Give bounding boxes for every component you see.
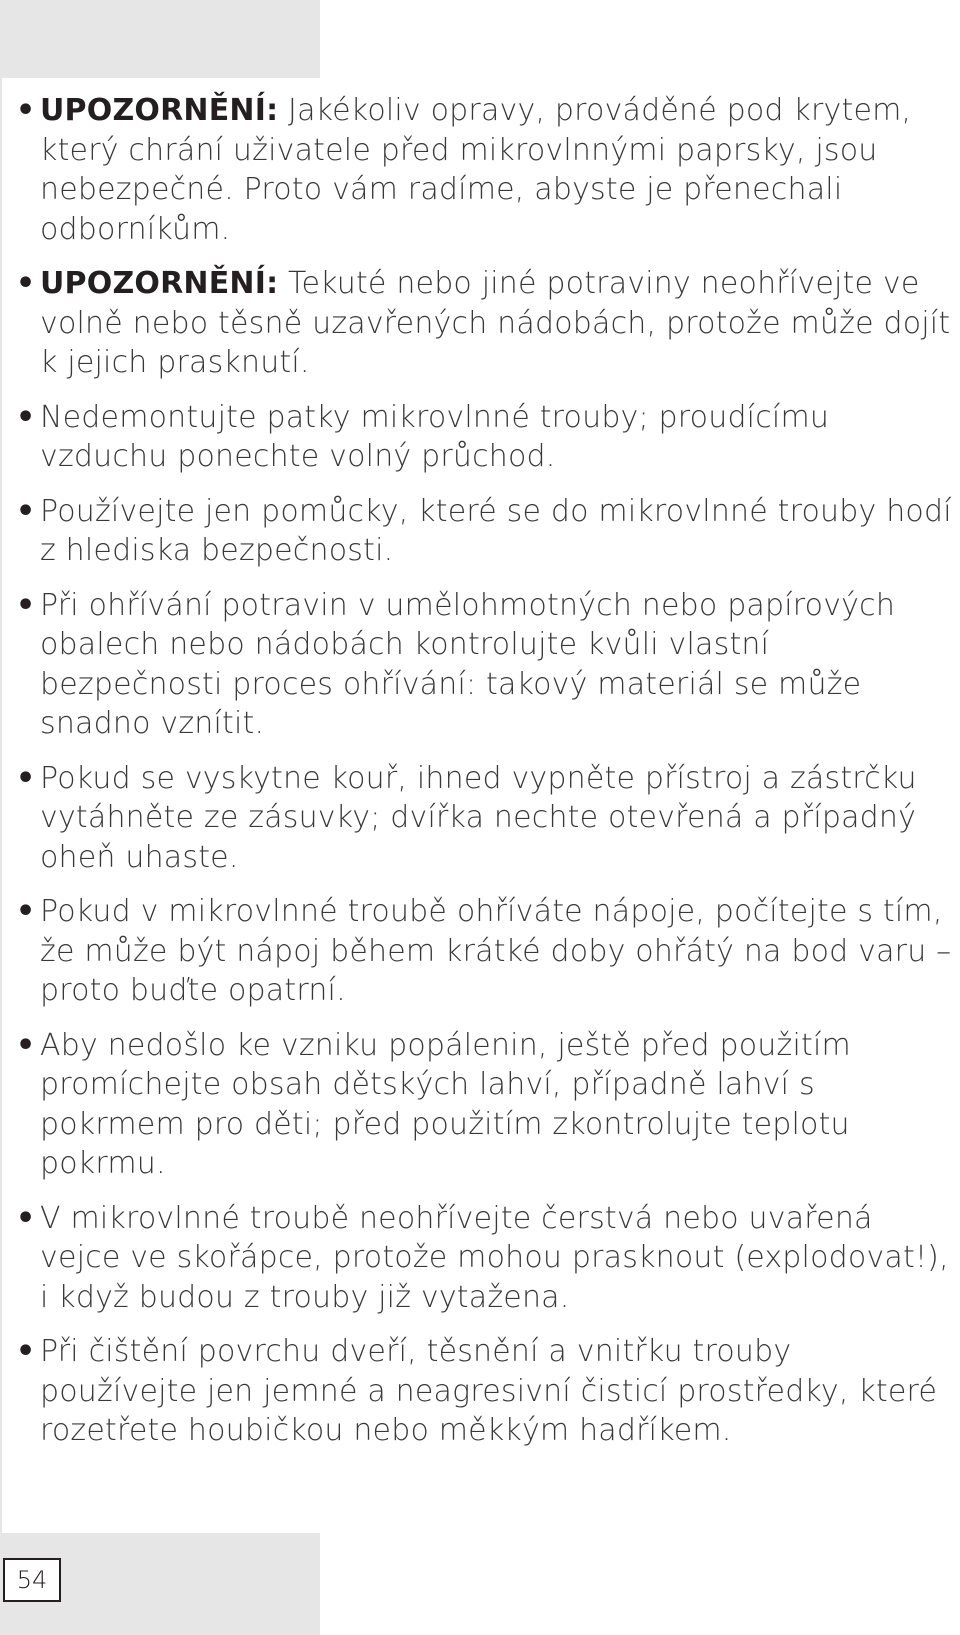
- list-item-text: [40, 264, 960, 383]
- bullet-icon: •: [16, 894, 36, 929]
- list-item: [16, 398, 960, 477]
- safety-instructions-list: [16, 91, 960, 1466]
- item-body: Nedemontujte patky mikrovlnné trouby; proudícímu vzduchu ponechte volný průchod.: [40, 399, 830, 474]
- bullet-icon: •: [16, 1200, 36, 1236]
- bullet-icon: •: [16, 399, 36, 435]
- list-item: [16, 759, 960, 878]
- list-item: [16, 892, 960, 1011]
- bullet-icon: •: [16, 760, 36, 796]
- warning-label: UPOZORNĚNÍ:: [40, 266, 279, 301]
- item-body: Tekuté nebo jiné potraviny neohřívejte ve volně nebo těsně uzavřených nádobách, protože může dojít k jejich prasknutí.: [40, 266, 951, 380]
- item-body: Pokud se vyskytne kouř, ihned vypněte přístroj a zástrčku vytáhněte ze zásuvky; dvířka nechte otevřená a případný oheň uhaste.: [40, 760, 917, 875]
- page-number: 54: [3, 1558, 61, 1602]
- warning-label: UPOZORNĚNÍ:: [40, 93, 279, 128]
- header-tab: [0, 0, 320, 78]
- item-body: Používejte jen pomůcky, které se do mikrovlnné trouby hodí z hlediska bezpečnosti.: [40, 493, 952, 568]
- list-item-text: [40, 91, 960, 249]
- list-item: [16, 1026, 960, 1184]
- list-item: [16, 91, 960, 249]
- item-body: Aby nedošlo ke vzniku popálenin, ještě před použitím promíchejte obsah dětských lahví, případně lahví s pokrmem pro děti; před použitím zkontrolujte teplotu pokrmu.: [40, 1027, 851, 1181]
- left-border: [0, 78, 2, 1533]
- bullet-icon: •: [16, 493, 36, 529]
- list-item: [16, 1199, 960, 1318]
- bullet-icon: •: [16, 93, 36, 128]
- list-item: [16, 492, 960, 571]
- list-item: [16, 264, 960, 383]
- list-item: [16, 586, 960, 744]
- list-item: [16, 1332, 960, 1451]
- bullet-icon: •: [16, 1027, 36, 1063]
- item-body: V mikrovlnné troubě neohřívejte čerstvá nebo uvařená vejce ve skořápce, protože mohou prasknout (explodovat!), i když budou z trouby již vytažena.: [40, 1200, 949, 1315]
- item-body: Jakékoliv opravy, prováděné pod krytem, který chrání uživatele před mikrovlnnými paprsky, jsou nebezpečné. Proto vám radíme, abyste je přenechali odborníkům.: [40, 93, 912, 247]
- item-body: Při čištění povrchu dveří, těsnění a vnitřku trouby používejte jen jemné a neagresivní čisticí prostředky, které rozetřete houbičkou nebo měkkým hadříkem.: [40, 1334, 938, 1448]
- item-body: Pokud v mikrovlnné troubě ohříváte nápoje, počítejte s tím, že může být nápoj během krátké doby ohřátý na bod varu – proto buďte opatrní.: [40, 894, 952, 1008]
- bullet-icon: •: [16, 587, 36, 623]
- bullet-icon: •: [16, 266, 36, 301]
- item-body: Při ohřívání potravin v umělohmotných nebo papírových obalech nebo nádobách kontrolujte kvůli vlastní bezpečnosti proces ohřívání: takový materiál se může snadno vznítit.: [40, 587, 896, 741]
- bullet-icon: •: [16, 1334, 36, 1369]
